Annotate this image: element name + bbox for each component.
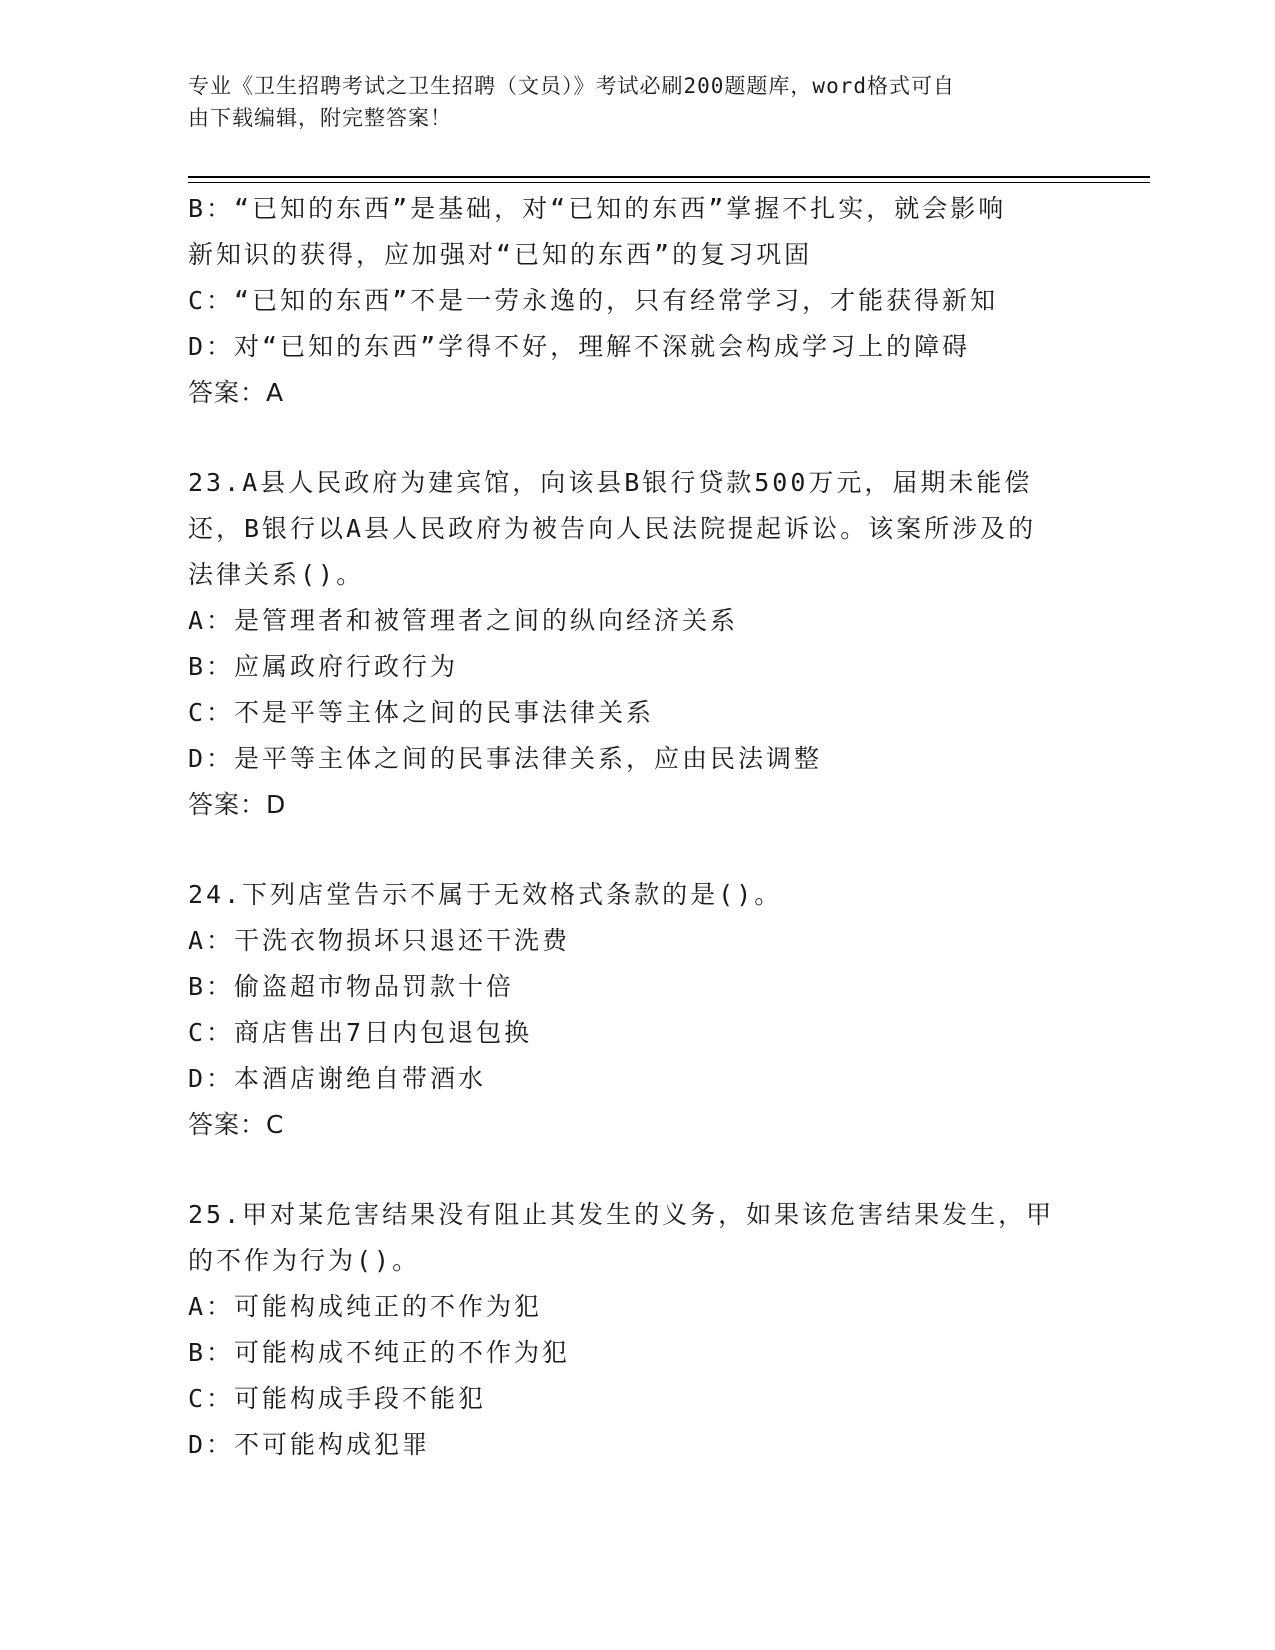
question-24 — [188, 872, 1088, 1148]
header-line-2: 由下载编辑，附完整答案！ — [188, 106, 452, 130]
question-22-tail — [188, 186, 1088, 416]
spacer — [188, 828, 1088, 872]
header-line-1: 专业《卫生招聘考试之卫生招聘（文员）》考试必刷200题题库，word格式可自 — [188, 74, 955, 98]
question-stem-line-1: 23.A县人民政府为建宾馆，向该县B银行贷款500万元，届期未能偿 — [188, 468, 1033, 497]
spacer — [188, 416, 1088, 460]
answer: 答案：C — [188, 1110, 285, 1139]
option-d: D：对“已知的东西”学得不好，理解不深就会构成学习上的障碍 — [188, 332, 971, 361]
option-b: B：可能构成不纯正的不作为犯 — [188, 1338, 571, 1367]
option-b: B：偷盗超市物品罚款十倍 — [188, 972, 515, 1001]
question-stem-line-1: 24.下列店堂告示不属于无效格式条款的是()。 — [188, 880, 783, 909]
spacer — [188, 1148, 1088, 1192]
option-a: A：是管理者和被管理者之间的纵向经济关系 — [188, 606, 739, 635]
answer: 答案：D — [188, 790, 287, 819]
header-rule-thin — [188, 182, 1150, 183]
question-content — [188, 186, 1088, 1468]
question-25 — [188, 1192, 1088, 1468]
option-b-line-2: 新知识的获得，应加强对“已知的东西”的复习巩固 — [188, 240, 813, 269]
option-a: A：可能构成纯正的不作为犯 — [188, 1292, 543, 1321]
option-c: C：商店售出7日内包退包换 — [188, 1018, 533, 1047]
document-header — [188, 70, 1088, 134]
option-a: A：干洗衣物损坏只退还干洗费 — [188, 926, 571, 955]
option-c: C：不是平等主体之间的民事法律关系 — [188, 698, 655, 727]
answer: 答案：A — [188, 378, 285, 407]
option-d: D：不可能构成犯罪 — [188, 1430, 431, 1459]
option-c: C：可能构成手段不能犯 — [188, 1384, 487, 1413]
header-rule-thick — [188, 176, 1150, 178]
option-d: D：本酒店谢绝自带酒水 — [188, 1064, 487, 1093]
question-23 — [188, 460, 1088, 828]
option-b: B：应属政府行政行为 — [188, 652, 459, 681]
option-d: D：是平等主体之间的民事法律关系，应由民法调整 — [188, 744, 823, 773]
option-c: C：“已知的东西”不是一劳永逸的，只有经常学习，才能获得新知 — [188, 286, 999, 315]
question-stem-line-3: 法律关系()。 — [188, 560, 365, 589]
option-b-line-1: B：“已知的东西”是基础，对“已知的东西”掌握不扎实，就会影响 — [188, 194, 1007, 223]
question-stem-line-2: 还，B银行以A县人民政府为被告向人民法院提起诉讼。该案所涉及的 — [188, 514, 1037, 543]
question-stem-line-1: 25.甲对某危害结果没有阻止其发生的义务，如果该危害结果发生，甲 — [188, 1200, 1055, 1229]
question-stem-line-2: 的不作为行为()。 — [188, 1246, 421, 1275]
